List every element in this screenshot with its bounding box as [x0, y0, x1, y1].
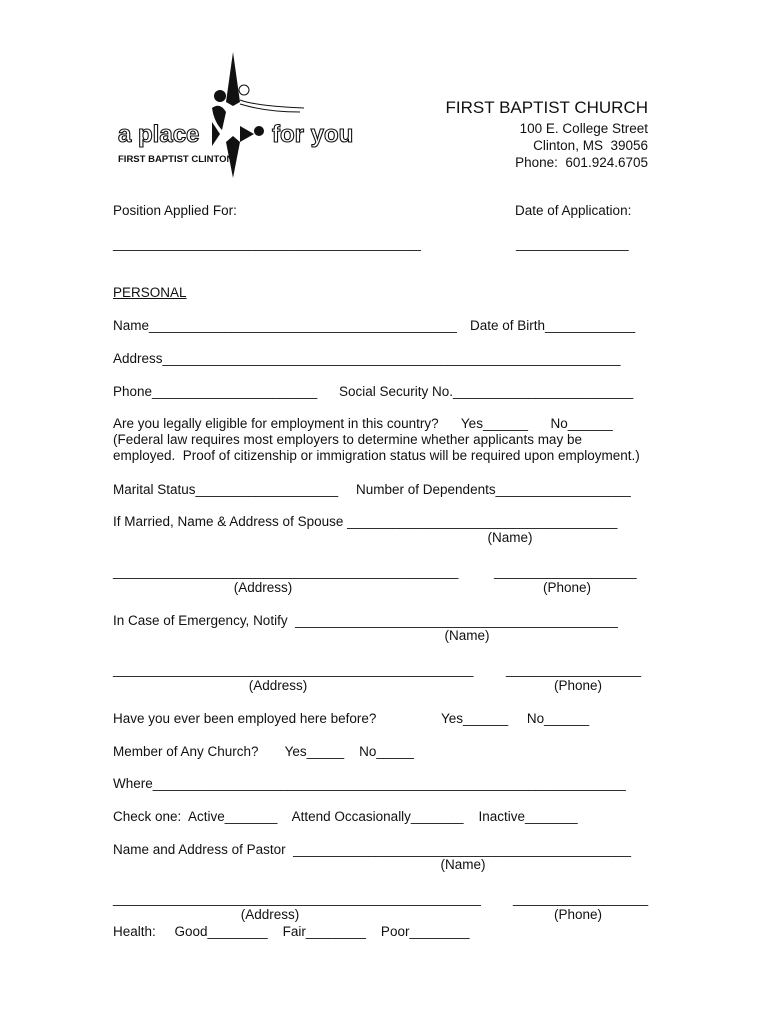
date-label: Date of Application: [515, 203, 632, 218]
address-field[interactable]: Address_____________________________________________________________ [113, 351, 621, 366]
federal-note-line-1: (Federal law requires most employers to determine whether applicants may be [113, 432, 582, 447]
logo-tagline-right: for you [272, 121, 354, 148]
emergency-address-field[interactable]: ________________________________________________ [113, 662, 474, 677]
emergency-name-caption: (Name) [444, 628, 490, 643]
section-personal-heading: PERSONAL [113, 285, 187, 300]
pastor-address-field[interactable]: _________________________________________________ [113, 891, 481, 906]
attendance-check-one[interactable]: Check one: Active_______ Attend Occasionally_______ Inactive_______ [113, 809, 578, 824]
cross-right-arm [240, 126, 254, 142]
figure-dot-right [254, 126, 264, 136]
spouse-name-caption: (Name) [487, 530, 533, 545]
position-label: Position Applied For: [113, 203, 237, 218]
date-field[interactable]: _______________ [516, 236, 629, 251]
spouse-phone-caption: (Phone) [542, 580, 592, 595]
eligibility-question[interactable]: Are you legally eligible for employment in this country? Yes______ No______ [113, 416, 613, 431]
federal-note-line-2: employed. Proof of citizenship or immigration status will be required upon employment.) [113, 448, 640, 463]
spouse-phone-field[interactable]: ___________________ [494, 564, 637, 579]
church-member-question[interactable]: Member of Any Church? Yes_____ No_____ [113, 744, 414, 759]
employed-before-question: Have you ever been employed here before? [113, 711, 377, 726]
health-field[interactable]: Health: Good________ Fair________ Poor________ [113, 924, 470, 939]
church-phone: Phone: 601.924.6705 [515, 155, 648, 170]
dob-field[interactable]: Date of Birth____________ [470, 318, 636, 333]
emergency-address-caption: (Address) [248, 678, 308, 693]
church-where-field[interactable]: Where_______________________________________________________________ [113, 776, 626, 791]
pastor-name-field[interactable]: Name and Address of Pastor _____________________________________________ [113, 842, 631, 857]
name-field[interactable]: Name_________________________________________ [113, 318, 457, 333]
emergency-contact-field[interactable]: In Case of Emergency, Notify ___________________________________________ [113, 613, 618, 628]
spouse-address-caption: (Address) [233, 580, 293, 595]
cross-top-spike [226, 52, 240, 106]
position-field[interactable]: _________________________________________ [113, 236, 421, 251]
church-street: 100 E. College Street [519, 121, 648, 136]
emergency-phone-field[interactable]: __________________ [506, 662, 642, 677]
church-logo [116, 50, 366, 180]
church-name: FIRST BAPTIST CHURCH [445, 98, 648, 117]
employed-before-answers[interactable]: Yes______ No______ [441, 711, 590, 726]
pastor-phone-field[interactable]: __________________ [513, 891, 649, 906]
emergency-phone-caption: (Phone) [553, 678, 603, 693]
church-city: Clinton, MS 39056 [533, 138, 648, 153]
logo-tagline-left: a place [118, 121, 200, 148]
phone-field[interactable]: Phone______________________ [113, 384, 318, 399]
marital-status-field[interactable]: Marital Status___________________ [113, 482, 339, 497]
figure-head-right [239, 85, 249, 95]
figure-head-left [214, 90, 226, 102]
spouse-name-field[interactable]: If Married, Name & Address of Spouse ____________________________________ [113, 514, 618, 529]
dependents-field[interactable]: Number of Dependents__________________ [356, 482, 631, 497]
pastor-phone-caption: (Phone) [553, 907, 603, 922]
logo-subtitle: FIRST BAPTIST CLINTON [118, 154, 234, 165]
cross-logo-graphic [116, 50, 366, 180]
spouse-address-field[interactable]: ______________________________________________ [113, 564, 459, 579]
pastor-address-caption: (Address) [240, 907, 300, 922]
pastor-name-caption: (Name) [440, 857, 486, 872]
ssn-field[interactable]: Social Security No.________________________ [339, 384, 634, 399]
